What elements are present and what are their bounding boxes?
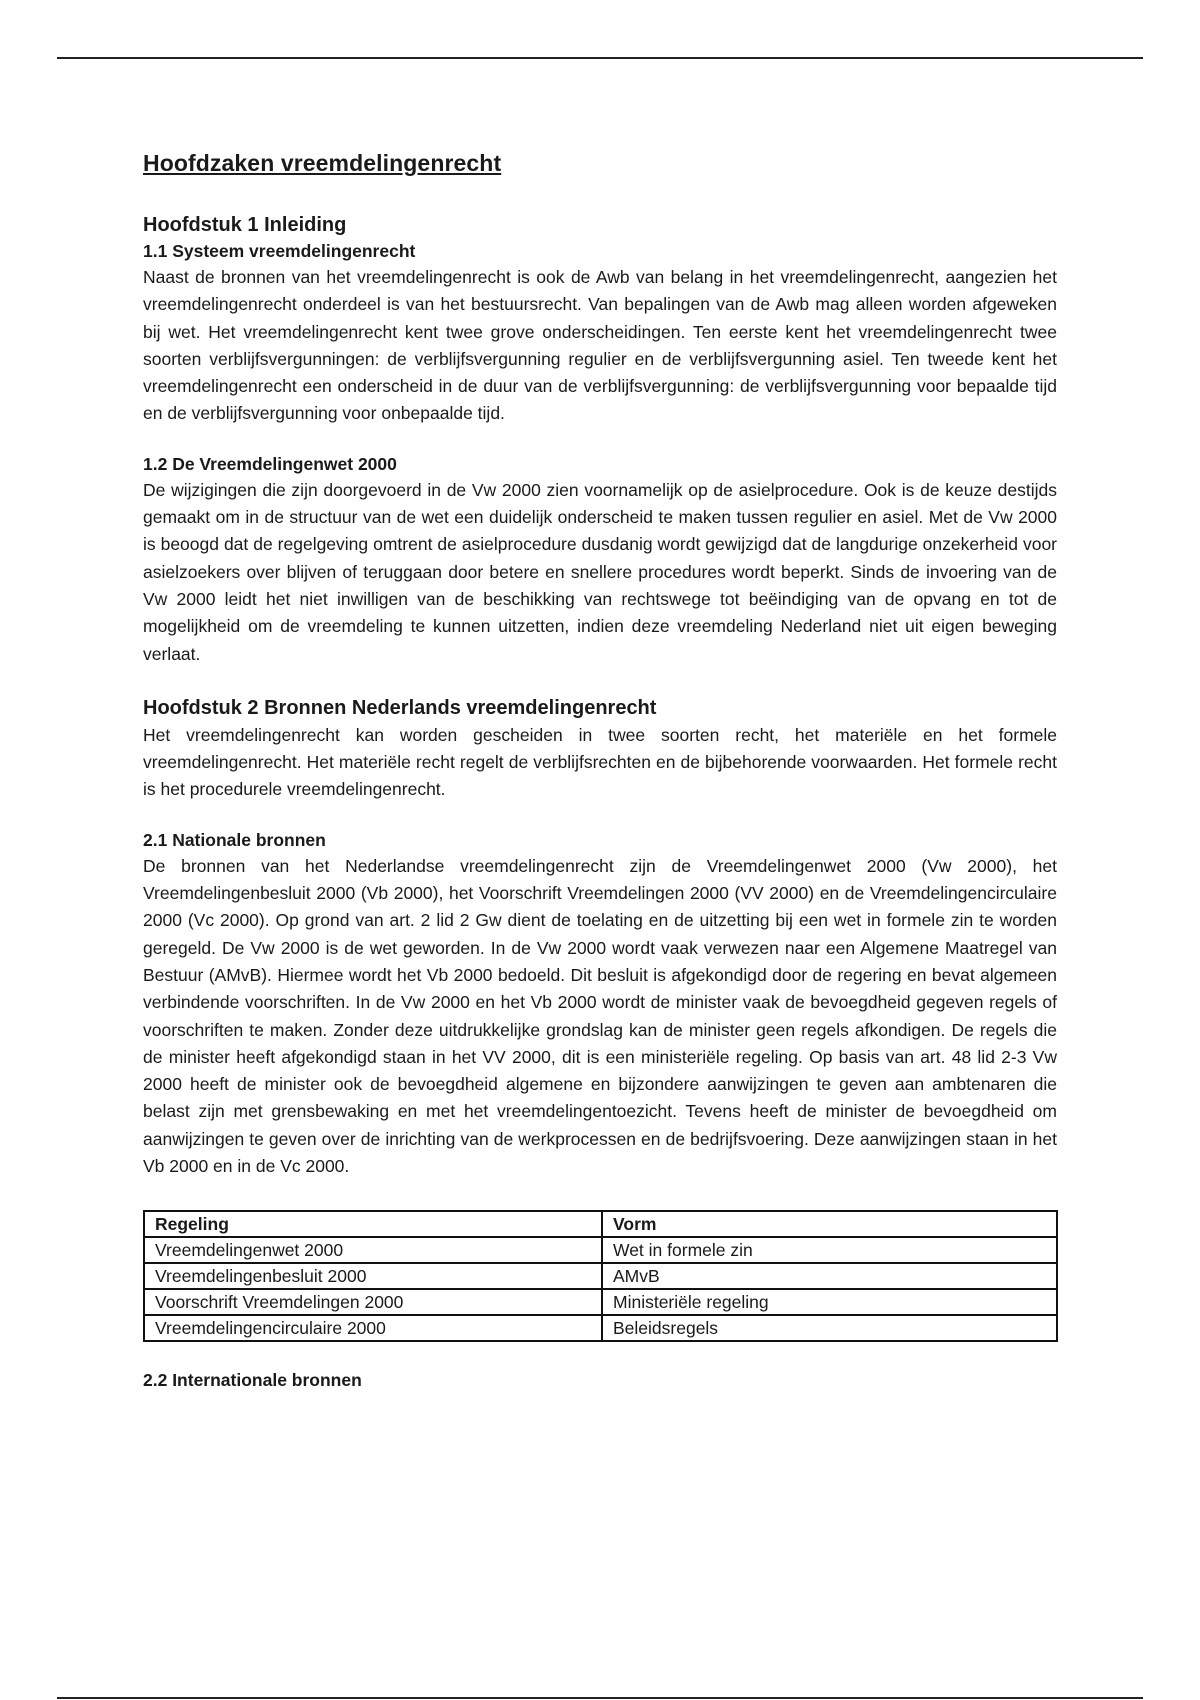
document-title: Hoofdzaken vreemdelingenrecht (143, 150, 502, 176)
chapter-2-heading: Hoofdstuk 2 Bronnen Nederlands vreemdelingenrecht (143, 696, 657, 719)
table-cell: Voorschrift Vreemdelingen 2000 (144, 1289, 602, 1315)
section-1-2-heading: 1.2 De Vreemdelingenwet 2000 (143, 453, 397, 474)
table-header-cell: Regeling (144, 1211, 602, 1237)
chapter-2-intro: Het vreemdelingenrecht kan worden gescheiden in twee soorten recht, het materiële en het formele vreemdelingenrecht. Het materiële recht regelt de verblijfsrechten en de bijbehorende voorwaarden. Het formele recht is het procedurele vreemdelingenrecht. (143, 724, 1057, 800)
table-cell: Vreemdelingenwet 2000 (144, 1237, 602, 1263)
table-row (144, 1289, 1057, 1315)
chapter-1-heading: Hoofdstuk 1 Inleiding (143, 214, 347, 236)
section-2-2-heading: 2.2 Internationale bronnen (143, 1370, 362, 1391)
table-row (144, 1263, 1057, 1289)
table-row (144, 1315, 1057, 1341)
table-cell: Vreemdelingenbesluit 2000 (144, 1263, 602, 1289)
table-row (144, 1237, 1057, 1263)
table-cell: Ministeriële regeling (602, 1289, 1057, 1315)
section-1-2-text: De wijzigingen die zijn doorgevoerd in de Vw 2000 zien voornamelijk op de asielprocedure. Ook is de keuze destijds gemaakt om in de structuur van de wet een duidelijk onderscheid te maken tussen regulier en asiel. Met de Vw 2000 is beoogd dat de regelgeving omtrent de asielprocedure dusdanig wordt gewijzigd dat de langdurige onzekerheid voor asielzoekers over blijven of teruggaan door betere en snellere procedures wordt beperkt. Sinds de invoering van de Vw 2000 leidt het niet inwilligen van de beschikking van rechtswege tot beëindiging van de opvang en tot de mogelijkheid om de vreemdeling te kunnen uitzetten, indien deze vreemdeling Nederland niet uit eigen beweging verlaat. (143, 479, 1057, 664)
document-page (143, 150, 1057, 1393)
regelingen-table (143, 1210, 1058, 1342)
table-cell: Wet in formele zin (602, 1237, 1057, 1263)
table-header-row (144, 1211, 1057, 1237)
table-cell: Vreemdelingencirculaire 2000 (144, 1315, 602, 1341)
table-cell: AMvB (602, 1263, 1057, 1289)
table-header-cell: Vorm (602, 1211, 1057, 1237)
section-1-1-heading: 1.1 Systeem vreemdelingenrecht (143, 241, 416, 261)
table-cell: Beleidsregels (602, 1315, 1057, 1341)
footer-rule (57, 1697, 1143, 1699)
section-2-1-heading: 2.1 Nationale bronnen (143, 829, 326, 850)
header-rule (57, 57, 1143, 59)
section-2-1-text: De bronnen van het Nederlandse vreemdelingenrecht zijn de Vreemdelingenwet 2000 (Vw 2000), het Vreemdelingenbesluit 2000 (Vb 2000), het Voorschrift Vreemdelingen 2000 (VV 2000) en de Vreemdelingencirculaire 2000 (Vc 2000). Op grond van art. 2 lid 2 Gw dient de toelating en de uitzetting bij een wet in formele zin te worden geregeld. De Vw 2000 is de wet geworden. In de Vw 2000 wordt vaak verwezen naar een Algemene Maatregel van Bestuur (AMvB). Hiermee wordt het Vb 2000 bedoeld. Dit besluit is afgekondigd door de regering en bevat algemeen verbindende voorschriften. In de Vw 2000 en het Vb 2000 wordt de minister vaak de bevoegdheid gegeven regels of voorschriften te maken. Zonder deze uitdrukkelijke grondslag kan de minister geen regels afkondigen. De regels die de minister heeft afgekondigd staan in het VV 2000, dit is een ministeriële regeling. Op basis van art. 48 lid 2-3 Vw 2000 heeft de minister ook de bevoegdheid algemene en bijzondere aanwijzingen te geven aan ambtenaren die belast zijn met grensbewaking en met het vreemdelingentoezicht. Tevens heeft de minister de bevoegdheid om aanwijzingen te geven over de inrichting van de werkprocessen en de bedrijfsvoering. Deze aanwijzingen staan in het Vb 2000 en in de Vc 2000. (143, 855, 1057, 1177)
section-1-1-text: Naast de bronnen van het vreemdelingenrecht is ook de Awb van belang in het vreemdelingenrecht, aangezien het vreemdelingenrecht onderdeel is van het bestuursrecht. Van bepalingen van de Awb mag alleen worden afgeweken bij wet. Het vreemdelingenrecht kent twee grove onderscheidingen. Ten eerste kent het vreemdelingenrecht twee soorten verblijfsvergunningen: de verblijfsvergunning regulier en de verblijfsvergunning asiel. Ten tweede kent het vreemdelingenrecht een onderscheid in de duur van de verblijfsvergunning: de verblijfsvergunning voor bepaalde tijd en de verblijfsvergunning voor onbepaalde tijd. (143, 267, 1057, 424)
